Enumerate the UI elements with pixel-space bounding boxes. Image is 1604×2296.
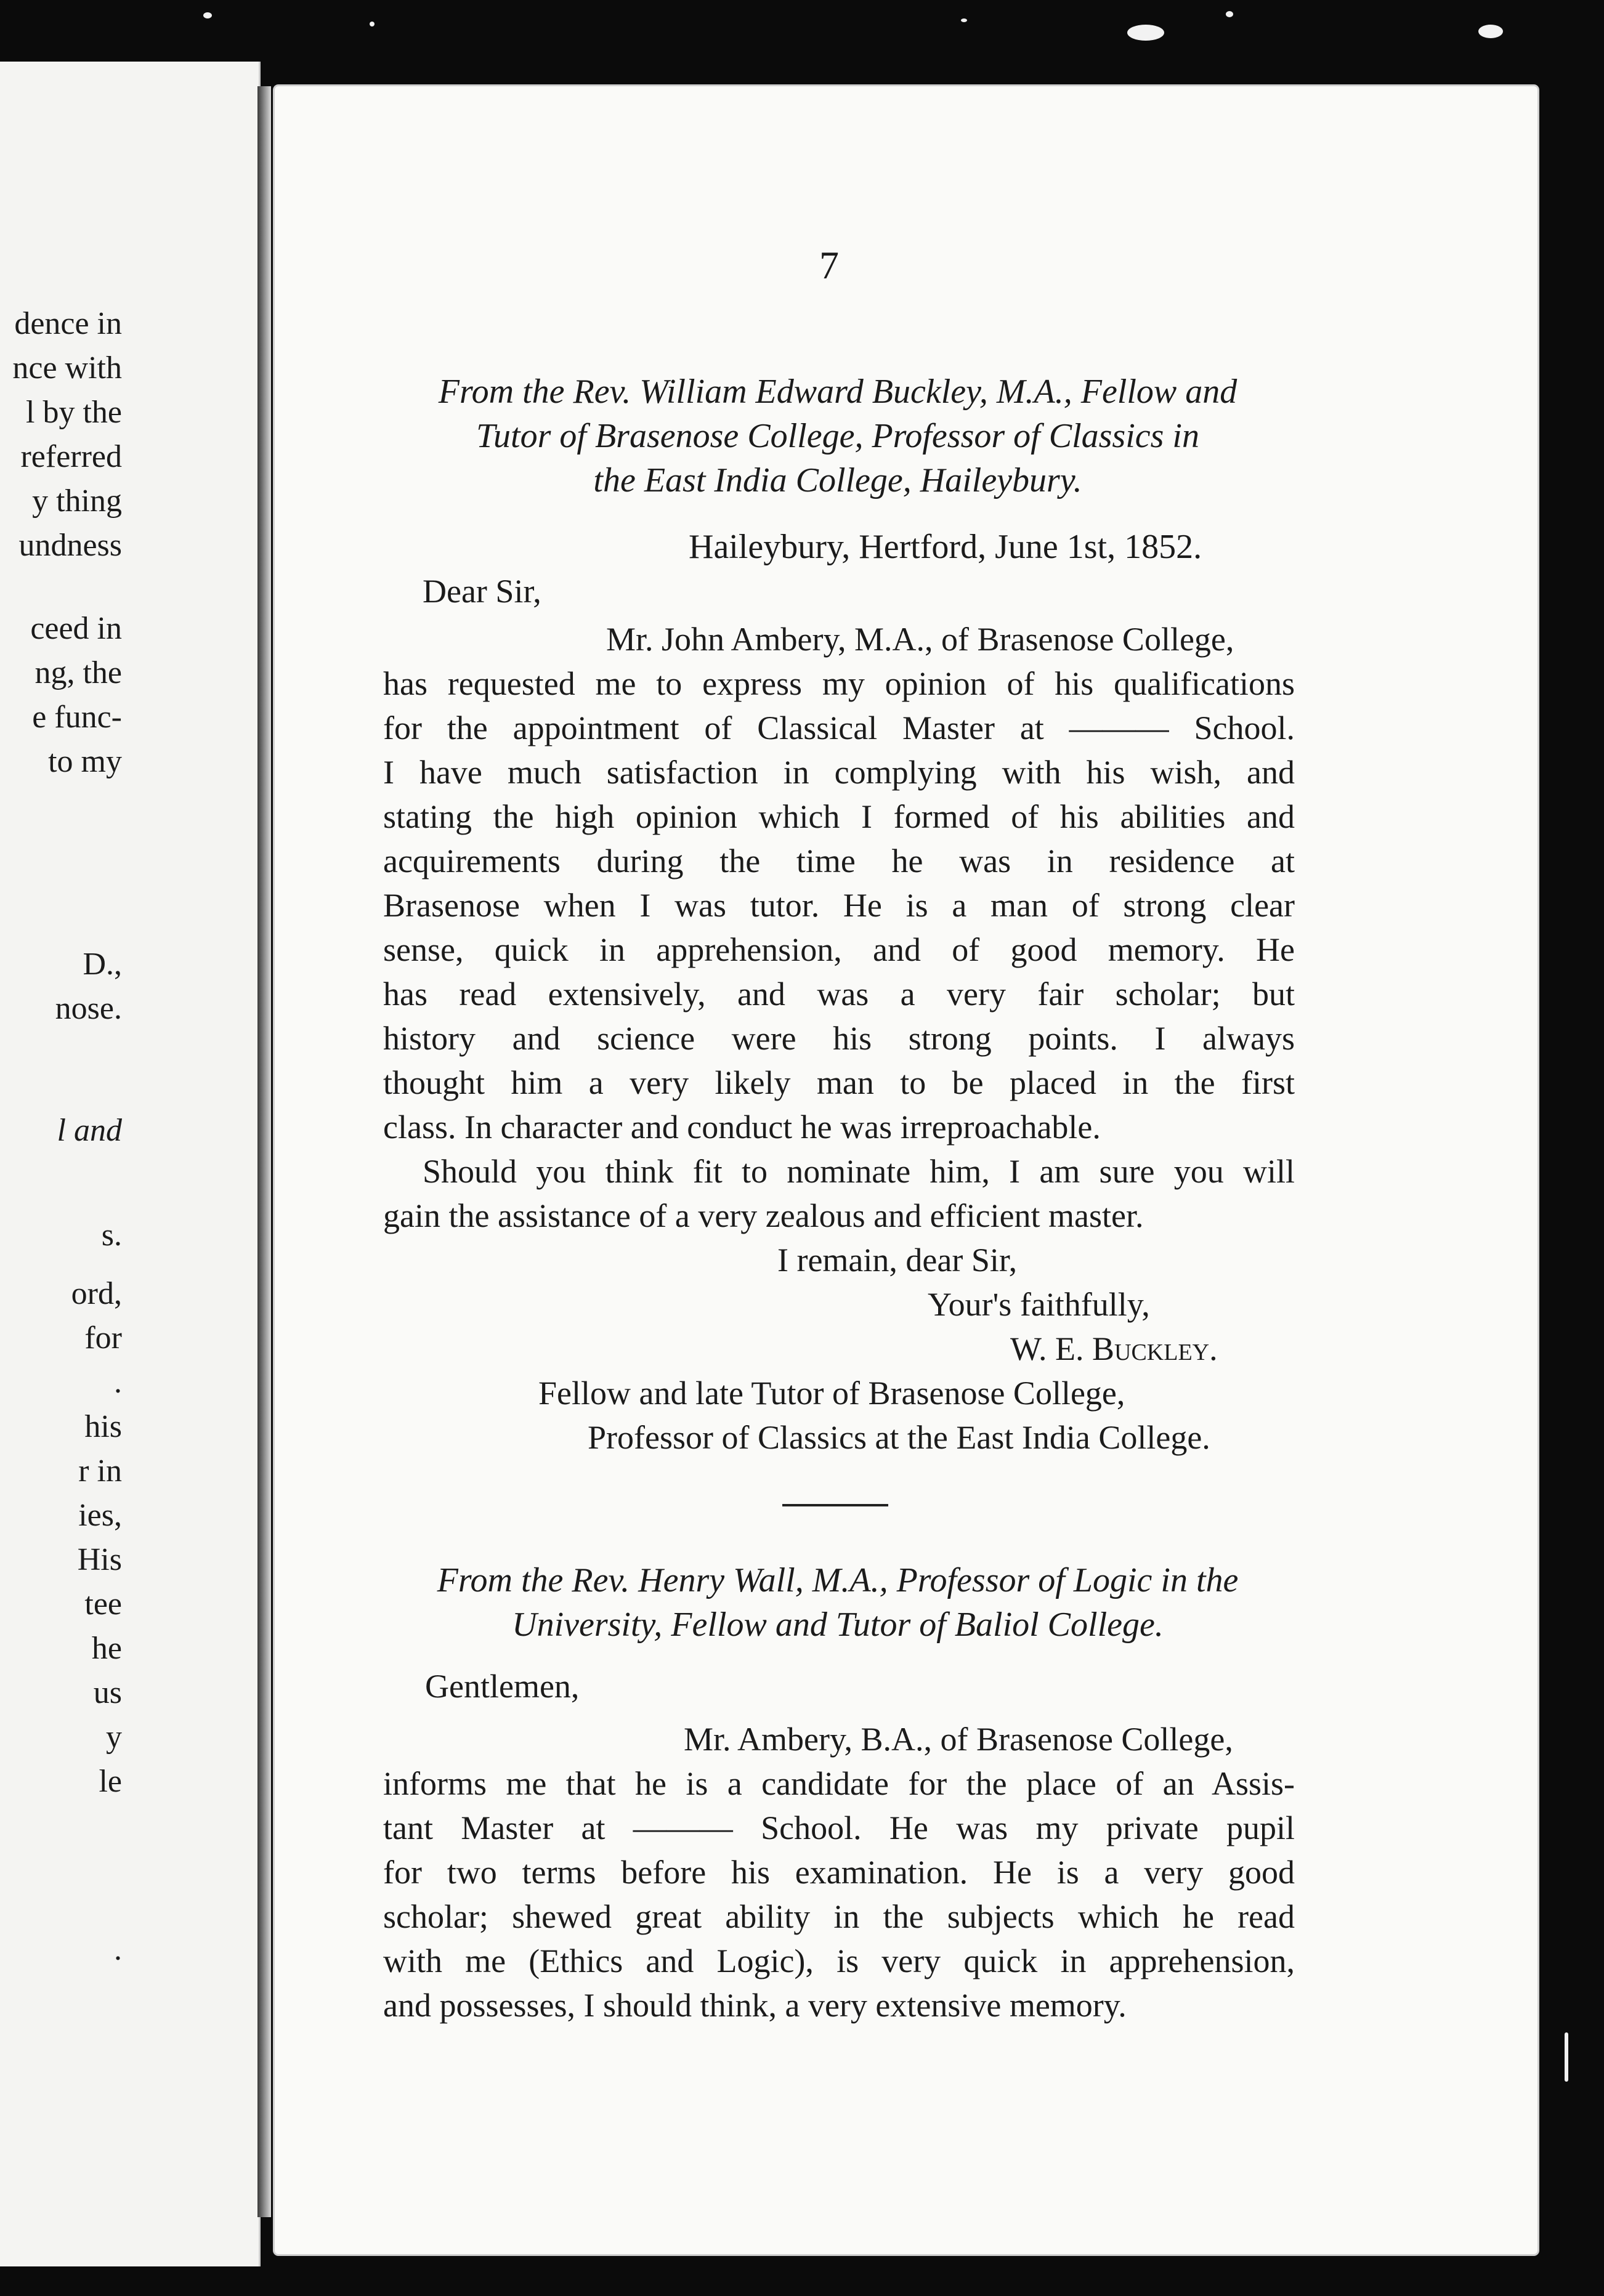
dust-speck <box>1226 11 1233 17</box>
letter1-heading-line: Tutor of Brasenose College, Professor of Classics in <box>476 417 1199 455</box>
left-fragment: referred <box>20 439 122 474</box>
letter1-heading-line: the East India College, Haileybury. <box>593 461 1082 499</box>
left-fragment: D., <box>83 947 122 982</box>
left-fragment: y thing <box>32 483 122 519</box>
letter1-body-line: Mr. John Ambery, M.A., of Brasenose College, <box>606 621 1234 658</box>
letter2-heading-line: University, Fellow and Tutor of Baliol College. <box>512 1606 1164 1644</box>
left-fragment: l by the <box>26 395 122 430</box>
left-fragment: His <box>77 1542 122 1577</box>
left-fragment: s. <box>101 1218 122 1253</box>
letter1-dateline: Haileybury, Hertford, June 1st, 1852. <box>689 528 1202 566</box>
letter2-salutation: Gentlemen, <box>425 1668 580 1705</box>
section-divider <box>782 1504 888 1506</box>
left-fragment: tee <box>84 1587 122 1622</box>
left-fragment: nose. <box>55 991 122 1026</box>
letter2-heading-line: From the Rev. Henry Wall, M.A., Professor of Logic in the <box>437 1561 1239 1599</box>
letter1-body-line: history and science were his strong points. I always <box>383 1020 1295 1057</box>
letter1-body-line: stating the high opinion which I formed of his abilities and <box>383 798 1295 835</box>
page-number: 7 <box>819 243 839 287</box>
letter2-body-line: tant Master at ——— School. He was my private pupil <box>383 1809 1295 1846</box>
dust-speck <box>961 18 967 22</box>
letter1-body-line: sense, quick in apprehension, and of good memory. He <box>383 931 1295 968</box>
book-gutter <box>257 86 271 2217</box>
left-fragment: ord, <box>71 1276 122 1311</box>
letter2-body-line: scholar; shewed great ability in the subjects which he read <box>383 1898 1295 1935</box>
letter1-body-line: acquirements during the time he was in residence at <box>383 843 1295 879</box>
letter2-body-line: Mr. Ambery, B.A., of Brasenose College, <box>684 1721 1233 1758</box>
dust-speck <box>1565 2032 1568 2082</box>
letter1-valediction: Your's faithfully, <box>928 1286 1150 1323</box>
letter1-title-line: Fellow and late Tutor of Brasenose College, <box>538 1375 1125 1412</box>
left-fragment: he <box>91 1631 122 1666</box>
letter1-body-line: I have much satisfaction in complying with his wish, and <box>383 754 1295 791</box>
left-fragment: y <box>106 1720 122 1755</box>
left-fragment: e func- <box>32 700 122 735</box>
dust-speck <box>1478 25 1503 38</box>
letter1-salutation: Dear Sir, <box>423 573 541 610</box>
left-fragment: ceed in <box>30 611 122 646</box>
left-fragment: ies, <box>78 1498 122 1533</box>
letter1-signature: W. E. Buckley. <box>1010 1330 1218 1367</box>
letter1-body-line: Should you think fit to nominate him, I am sure you will <box>423 1153 1295 1190</box>
letter1-body-line: thought him a very likely man to be placed in the first <box>383 1064 1295 1101</box>
left-fragment: us <box>93 1675 122 1710</box>
letter2-body-line: informs me that he is a candidate for the place of an Assis- <box>383 1765 1295 1802</box>
left-fragment: undness <box>18 528 122 563</box>
left-fragment: his <box>84 1409 122 1444</box>
left-fragment: r in <box>78 1453 122 1489</box>
letter1-body-line: class. In character and conduct he was irreproachable. <box>383 1109 1101 1146</box>
letter1-closing: I remain, dear Sir, <box>777 1242 1018 1279</box>
left-fragment: l and <box>57 1113 122 1148</box>
left-fragment: . <box>114 1365 122 1400</box>
left-fragment: ng, the <box>34 655 122 690</box>
letter2-body-line: and possesses, I should think, a very extensive memory. <box>383 1987 1127 2024</box>
left-fragment: nce with <box>12 350 122 386</box>
letter2-body-line: with me (Ethics and Logic), is very quick in apprehension, <box>383 1942 1295 1979</box>
dust-speck <box>370 22 375 26</box>
letter1-body-line: Brasenose when I was tutor. He is a man of strong clear <box>383 887 1295 924</box>
left-facing-page <box>0 62 261 2266</box>
letter2-body-line: for two terms before his examination. He is a very good <box>383 1854 1295 1891</box>
letter1-body-line: for the appointment of Classical Master at ——— School. <box>383 709 1295 746</box>
letter1-body-line: has requested me to express my opinion of his qualifications <box>383 665 1295 702</box>
dust-speck <box>1127 25 1164 41</box>
letter1-heading-line: From the Rev. William Edward Buckley, M.A., Fellow and <box>438 373 1237 411</box>
letter1-title-line: Professor of Classics at the East India College. <box>588 1419 1210 1456</box>
dust-speck <box>203 12 212 18</box>
left-fragment: le <box>99 1764 122 1799</box>
left-fragment: dence in <box>14 306 122 341</box>
left-fragment: to my <box>48 744 122 779</box>
left-fragment: . <box>114 1932 122 1967</box>
letter1-body-line: gain the assistance of a very zealous and efficient master. <box>383 1197 1144 1234</box>
left-fragment: for <box>84 1320 122 1356</box>
letter1-body-line: has read extensively, and was a very fair scholar; but <box>383 976 1295 1013</box>
